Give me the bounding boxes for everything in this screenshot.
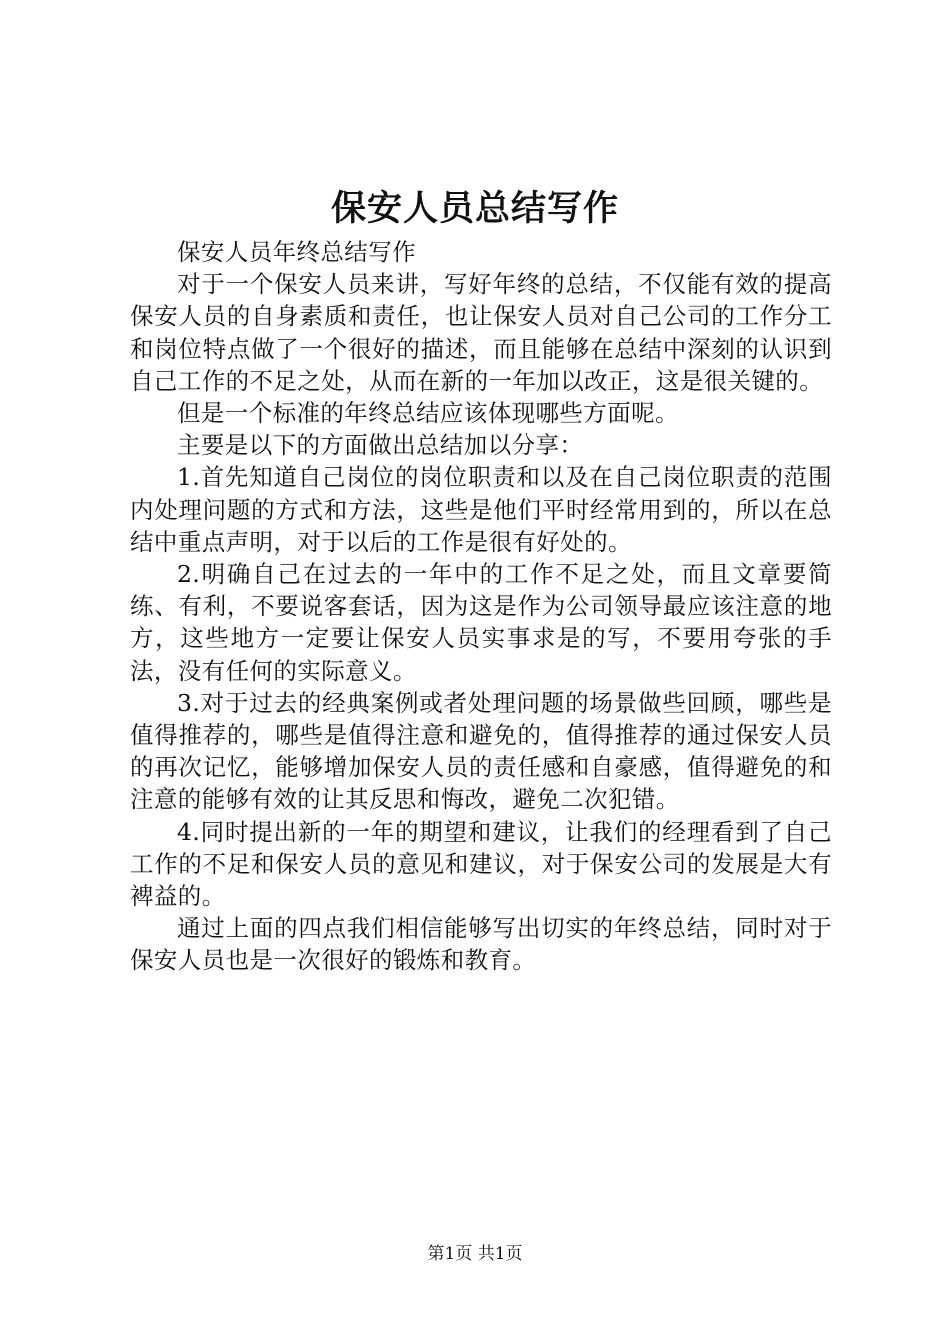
paragraph-point-1: 1.首先知道自己岗位的岗位职责和以及在自己岗位职责的范围内处理问题的方式和方法，这些是他们平时经常用到的，所以在总结中重点声明，对于以后的工作是很有好处的。: [130, 463, 832, 556]
paragraph-question: 但是一个标准的年终总结应该体现哪些方面呢。: [177, 399, 679, 428]
page-number-footer: 第1页 共1页: [427, 1244, 523, 1264]
document-body: [130, 236, 832, 977]
paragraph-conclusion: 通过上面的四点我们相信能够写出切实的年终总结，同时对于保安人员也是一次很好的锻炼和教育。: [130, 914, 832, 975]
paragraph-point-4: 4.同时提出新的一年的期望和建议，让我们的经理看到了自己工作的不足和保安人员的意见和建议，对于保安公司的发展是大有裨益的。: [130, 817, 832, 911]
paragraph-lead: 主要是以下的方面做出总结加以分享：: [177, 431, 584, 460]
paragraph-subtitle: 保安人员年终总结写作: [177, 238, 416, 266]
paragraph-intro: 对于一个保安人员来讲，写好年终的总结，不仅能有效的提高保安人员的自身素质和责任，也让保安人员对自己公司的工作分工和岗位特点做了一个很好的描述，而且能够在总结中深刻的认识到自己工作的不足之处，从而在新的一年加以改正，这是很关键的。: [130, 270, 832, 395]
document-title: 保安人员总结写作: [330, 188, 619, 229]
paragraph-point-3: 3.对于过去的经典案例或者处理问题的场景做些回顾，哪些是值得推荐的，哪些是值得注意和避免的，值得推荐的通过保安人员的再次记忆，能够增加保安人员的责任感和自豪感，值得避免的和注意的能够有效的让其反思和悔改，避免二次犯错。: [130, 688, 832, 814]
paragraph-point-2: 2.明确自己在过去的一年中的工作不足之处，而且文章要简练、有利，不要说客套话，因为这是作为公司领导最应该注意的地方，这些地方一定要让保安人员实事求是的写，不要用夸张的手法，没有任何的实际意义。: [130, 560, 832, 685]
